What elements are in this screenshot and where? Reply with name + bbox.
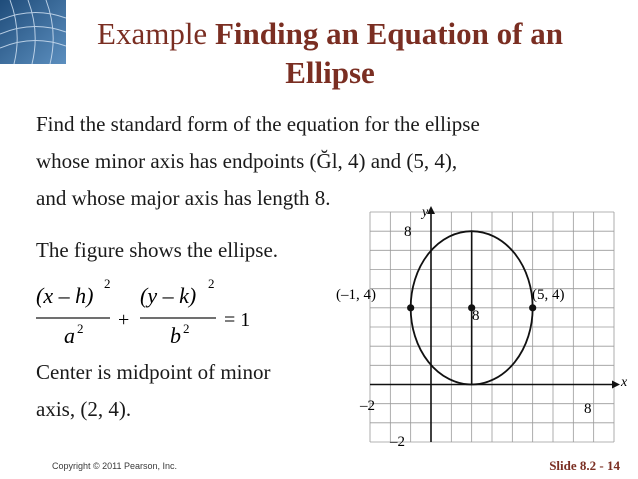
y-axis-label: y	[422, 206, 429, 220]
y-neg-tick: –2	[390, 434, 405, 450]
right-point-label: (5, 4)	[532, 287, 565, 303]
title-bold-line2: Ellipse	[285, 55, 375, 90]
formula-numerator-2: (y – k)	[140, 283, 197, 308]
figure-note: The figure shows the ellipse.	[36, 238, 279, 262]
center-length-label: 8	[472, 308, 480, 324]
x-axis-label: x	[621, 375, 628, 390]
title-bold-line1: Finding an Equation of an	[214, 16, 563, 51]
left-point-label: (–1, 4)	[336, 287, 376, 303]
x-axis-arrow	[612, 381, 620, 389]
slide-number: Slide 8.2 - 14	[549, 458, 620, 473]
formula-equals: = 1	[224, 309, 251, 331]
problem-line-1: Find the standard form of the equation for the ellipse	[36, 112, 480, 136]
problem-line-3: and whose major axis has length 8.	[36, 186, 331, 210]
graph-grid	[370, 212, 614, 442]
formula-denominator-2: b	[170, 323, 181, 348]
problem-line-2: whose minor axis has endpoints (Ğl, 4) and (5, 4),	[36, 149, 458, 173]
formula-numerator-1: (x – h)	[36, 283, 94, 308]
ellipse-formula	[34, 276, 274, 356]
formula-dexp-2: 2	[183, 321, 190, 336]
x-pos-tick: 8	[584, 401, 592, 417]
copyright: Copyright © 2011 Pearson, Inc.	[52, 461, 178, 471]
formula-exp-2: 2	[208, 276, 215, 291]
formula-dexp-1: 2	[77, 321, 84, 336]
ellipse-graph	[332, 206, 632, 456]
graph-labels	[336, 206, 628, 450]
slide-title	[60, 14, 600, 92]
y-top-tick: 8	[404, 224, 412, 240]
graph-point	[407, 304, 414, 311]
title-prefix: Example	[97, 16, 208, 51]
formula-plus: +	[118, 309, 130, 331]
graph-axes	[370, 206, 620, 442]
formula-exp-1: 2	[104, 276, 111, 291]
formula-denominator-1: a	[64, 323, 75, 348]
corner-logo	[0, 0, 66, 64]
x-neg-tick: –2	[360, 398, 375, 414]
graph-point	[529, 304, 536, 311]
center-line-2: axis, (2, 4).	[36, 397, 132, 421]
center-line-1: Center is midpoint of minor	[36, 360, 271, 384]
